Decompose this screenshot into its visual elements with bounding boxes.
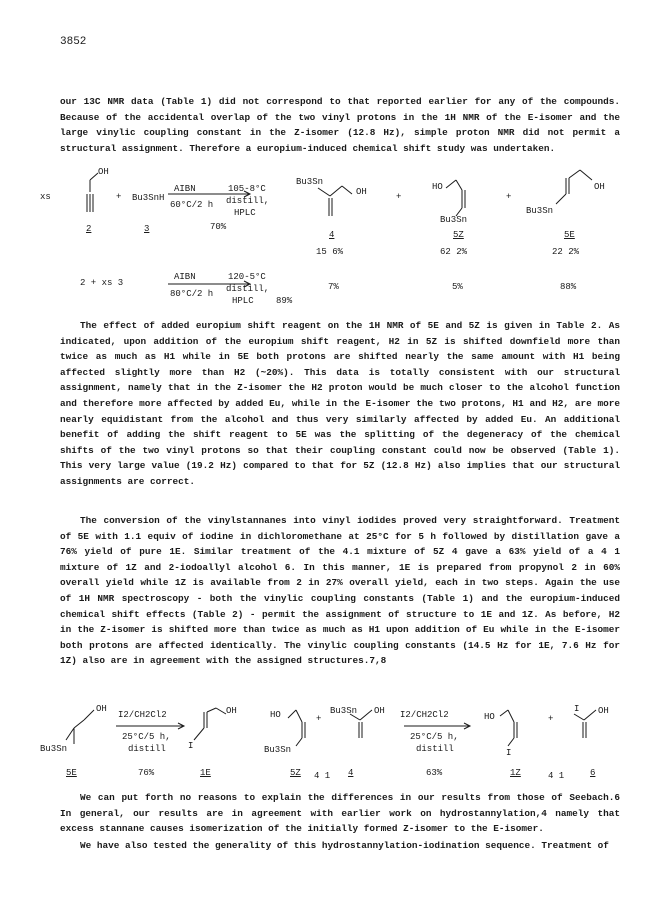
s2-plus-2: + [548, 714, 554, 724]
page-number: 3852 [60, 36, 87, 48]
s2-label-1e: 1E [200, 768, 211, 778]
condition-distill: distill, [226, 196, 270, 206]
s2-5z-ho: HO [270, 710, 281, 720]
paragraph-3: The conversion of the vinylstannanes into vinyl iodides proved very straightforward. Treatment of 5E with 1.1 equiv of iodine in dichloromethane at 25°C for 5 h followed by distillation gave a 76% yield of pure 1E. Similar treatment of the 4.1 mixture of 5Z 4 gave a 63% yield of a 4 1 mixture of 1Z and 2-iodoallyl alcohol 6. In this manner, 1E is prepared from propynol 2 in 60% overall yield while 1Z is available from 2 in 27% overall yield, each in two steps. Again the use of 1H NMR spectroscopy - both the vinylic coupling constants (Table 1) and the europium-induced chemical shift effects (Table 2) - permit the assignment of structure to 1E and 1Z. As before, H2 in the Z-isomer is shifted more than twice as much as H1 upon addition of Eu while in the E-isomer both protons are affected identically. The vinylic coupling constants (14.5 Hz for 1E, 7.6 Hz for 1Z) also are in agreement with the assigned structures.7,8 [60, 515, 620, 667]
s2-reagent-1: I2/CH2Cl2 [118, 710, 167, 720]
compound-5e-bu3sn: Bu3Sn [526, 206, 554, 216]
compound-2-oh: OH [98, 167, 109, 177]
s2-4-bu3sn: Bu3Sn [330, 706, 358, 716]
row2-distill-temp: 120-5°C [228, 272, 266, 282]
s2-label-4: 4 [348, 768, 354, 778]
row2-hplc: HPLC [232, 296, 254, 306]
scheme-1-drawing [0, 160, 672, 290]
compound-5z-bu3sn: Bu3Sn [440, 215, 468, 225]
compound-label-4: 4 [329, 230, 335, 240]
s2-cond2-2: distill [416, 744, 454, 754]
compound-label-3: 3 [144, 224, 150, 234]
s2-5e-bu3sn: Bu3Sn [40, 744, 68, 754]
s2-label-5e: 5E [66, 768, 77, 778]
tributyltin-hydride: Bu3SnH [132, 193, 165, 203]
paragraph-2: The effect of added europium shift reagent on the 1H NMR of 5E and 5Z is given in Table 2. As indicated, upon addition of the europium shift reagent, H2 in 5Z is shifted downfield more than twice as much as H1 while in 5E both protons are shifted nearly the same amount with H1 being affected slightly more than H2 (~20%). This data is totally consistent with our structural assignment, namely that in the Z-isomer the H2 proton would be much closer to the alcohol function and therefore more affected by added Eu, while in the E-isomer the two protons, H1 and H2, are more nearly equidistant from the alcohol and thus very similarly affected by added Eu. An additional benefit of adding the shift reagent to 5E was the splitting of the degeneracy of the chemical shifts of the two vinyl protons so that their coupling constant could now be observed (Table 1). This very large value (19.2 Hz) compared to that for 5Z (12.8 Hz) also implies that our structural assignments are correct. [60, 320, 620, 487]
overall-yield: 70% [210, 222, 227, 232]
s2-label-6: 6 [590, 768, 596, 778]
compound-4-oh: OH [356, 187, 367, 197]
s2-cond2-1: distill [128, 744, 166, 754]
compound-4-bu3sn: Bu3Sn [296, 177, 324, 187]
row2-aibn: AIBN [174, 272, 196, 282]
xs-label: xs [40, 192, 51, 202]
s2-yield-1: 76% [138, 768, 155, 778]
compound-5z-ho: HO [432, 182, 443, 192]
percent-5e: 22 2% [552, 247, 580, 257]
s2-ratio-1: 4 1 [314, 771, 331, 781]
s2-6-oh: OH [598, 706, 609, 716]
percent-5z: 62 2% [440, 247, 468, 257]
condition-hplc: HPLC [234, 208, 256, 218]
row2-distill: distill, [226, 284, 270, 294]
s2-4-oh: OH [374, 706, 385, 716]
plus-sign: + [396, 192, 402, 202]
row2-reactants: 2 + xs 3 [80, 278, 124, 288]
row2-percent-5e: 88% [560, 282, 577, 292]
s2-1z-ho: HO [484, 712, 495, 722]
condition-distill-temp: 105-8°C [228, 184, 266, 194]
s2-cond1-1: 25°C/5 h, [122, 732, 171, 742]
row2-yield: 89% [276, 296, 293, 306]
s2-plus-1: + [316, 714, 322, 724]
s2-1z-i: I [506, 748, 512, 758]
paragraph-1: our 13C NMR data (Table 1) did not correspond to that reported earlier for any of the compounds. Because of the accidental overlap of the two vinyl protons in the 1H NMR of the E-isomer and the large vinylic coupling constant in the Z-isomer (12.8 Hz), simple proton NMR did not permit a structural assignment. Therefore a europium-induced chemical shift study was undertaken. [60, 96, 620, 154]
plus-sign: + [116, 192, 122, 202]
s2-5z-bu3sn: Bu3Sn [264, 745, 292, 755]
s2-label-1z: 1Z [510, 768, 521, 778]
plus-sign: + [506, 192, 512, 202]
compound-label-5e: 5E [564, 230, 575, 240]
paragraph-5: We have also tested the generality of this hydrostannylation-iodination sequence. Treatment of [80, 840, 609, 851]
condition-temp-time: 60°C/2 h [170, 200, 214, 210]
s2-cond1-2: 25°C/5 h, [410, 732, 459, 742]
compound-5e-oh: OH [594, 182, 605, 192]
row2-percent-5z: 5% [452, 282, 463, 292]
percent-4: 15 6% [316, 247, 344, 257]
s2-ratio-2: 4 1 [548, 771, 565, 781]
s2-1e-i: I [188, 741, 194, 751]
row2-temp-time: 80°C/2 h [170, 289, 214, 299]
s2-1e-oh: OH [226, 706, 237, 716]
paragraph-4: We can put forth no reasons to explain the differences in our results from those of Seebach.6 In general, our results are in agreement with earlier work on hydrostannylation,4 namely that excess stannane causes isomerization of the initially formed Z-isomer to the E-isomer. [60, 792, 620, 835]
reagent-aibn: AIBN [174, 184, 196, 194]
compound-label-2: 2 [86, 224, 92, 234]
s2-label-5z: 5Z [290, 768, 301, 778]
s2-6-i: I [574, 704, 580, 714]
s2-yield-2: 63% [426, 768, 443, 778]
s2-5e-oh: OH [96, 704, 107, 714]
row2-percent-4: 7% [328, 282, 339, 292]
compound-label-5z: 5Z [453, 230, 464, 240]
s2-reagent-2: I2/CH2Cl2 [400, 710, 449, 720]
